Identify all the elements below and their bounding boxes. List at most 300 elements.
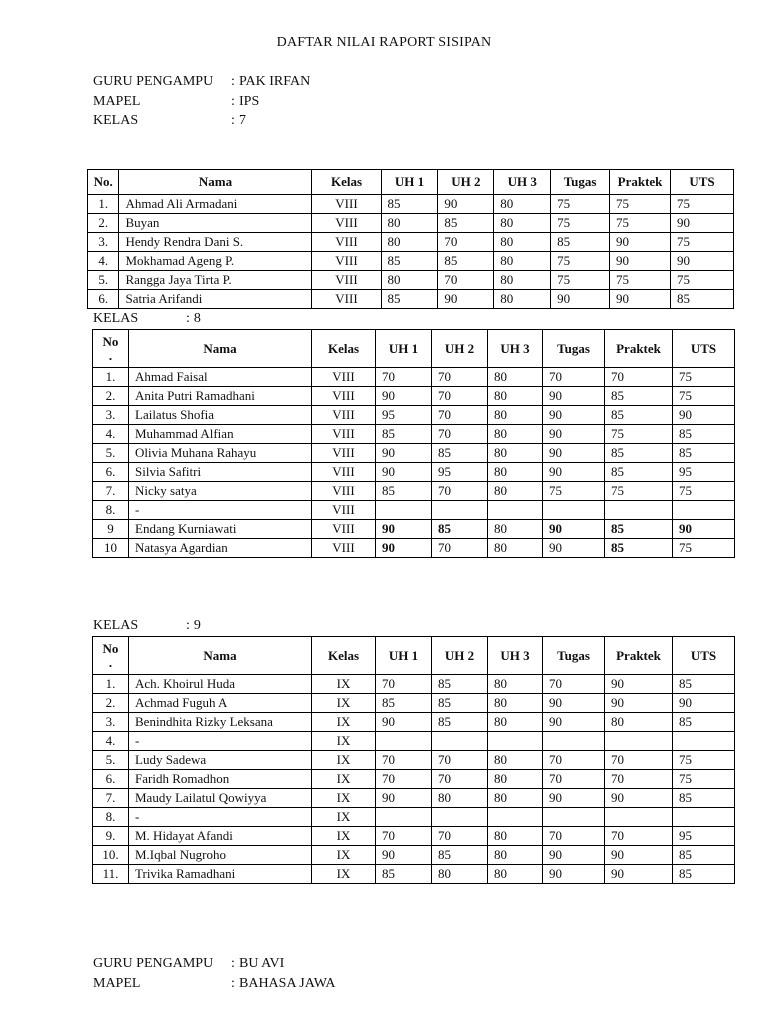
kelas-value: 8	[193, 311, 201, 326]
meta-sep: :	[231, 94, 235, 109]
meta-sep: :	[231, 74, 235, 89]
score-praktek: 85	[605, 463, 673, 482]
table-row	[93, 368, 735, 387]
score-tugas: 90	[543, 463, 605, 482]
score-uh1: 80	[381, 233, 438, 252]
row-number: 4.	[93, 425, 129, 444]
table-row	[93, 694, 735, 713]
score-uts: 75	[673, 482, 735, 501]
score-tugas: 90	[543, 865, 605, 884]
score-tugas: 70	[543, 675, 605, 694]
col-uh1-header: UH 1	[381, 170, 438, 195]
score-uh2: 85	[438, 252, 494, 271]
student-name: Rangga Jaya Tirta P.	[119, 271, 312, 290]
table-row	[93, 751, 735, 770]
table-row	[93, 501, 735, 520]
table-row	[93, 444, 735, 463]
score-uts: 90	[670, 214, 733, 233]
student-name: Silvia Safitri	[129, 463, 312, 482]
table-row	[93, 770, 735, 789]
table-row	[93, 713, 735, 732]
subject-row	[93, 93, 259, 111]
table-row	[93, 463, 735, 482]
score-uh3: 80	[488, 463, 543, 482]
kelas-sep: :	[186, 311, 190, 326]
row-number: 3.	[93, 713, 129, 732]
student-class: VIII	[312, 252, 381, 271]
meta-sep: :	[231, 976, 235, 991]
col-uh3-header: UH 3	[494, 170, 551, 195]
kelas-sep: :	[186, 618, 190, 633]
row-number: 11.	[93, 865, 129, 884]
student-name: M. Hidayat Afandi	[129, 827, 312, 846]
score-uh1: 85	[376, 694, 432, 713]
col-nama-header: Nama	[129, 637, 312, 675]
row-number: 6.	[88, 290, 119, 309]
student-name: Muhammad Alfian	[129, 425, 312, 444]
score-uh3: 80	[488, 539, 543, 558]
student-name: Buyan	[119, 214, 312, 233]
score-tugas	[543, 501, 605, 520]
meta-key: GURU PENGAMPU	[93, 956, 214, 971]
score-uh3: 80	[488, 846, 543, 865]
score-uh2: 85	[432, 444, 488, 463]
student-class: VIII	[312, 425, 376, 444]
score-uh2: 70	[432, 827, 488, 846]
col-no-header: No.	[88, 170, 119, 195]
student-name: Maudy Lailatul Qowiyya	[129, 789, 312, 808]
student-name: Ach. Khoirul Huda	[129, 675, 312, 694]
col-uh3-header: UH 3	[488, 330, 543, 368]
score-tugas: 70	[543, 368, 605, 387]
table-row	[93, 406, 735, 425]
row-number: 1.	[93, 675, 129, 694]
student-class: VIII	[312, 539, 376, 558]
table-row	[93, 520, 735, 539]
table-row	[88, 233, 734, 252]
score-praktek: 75	[610, 195, 671, 214]
score-praktek: 70	[605, 751, 673, 770]
student-class: IX	[312, 770, 376, 789]
score-uts: 90	[673, 520, 735, 539]
score-uh1: 90	[376, 463, 432, 482]
row-number: 7.	[93, 482, 129, 501]
score-uh2: 85	[432, 713, 488, 732]
student-name: Lailatus Shofia	[129, 406, 312, 425]
score-uh3	[488, 808, 543, 827]
col-nama-header: Nama	[129, 330, 312, 368]
student-class: IX	[312, 846, 376, 865]
document-title: DAFTAR NILAI RAPORT SISIPAN	[276, 35, 492, 50]
score-uh2: 70	[432, 368, 488, 387]
student-name: Endang Kurniawati	[129, 520, 312, 539]
score-tugas: 90	[543, 444, 605, 463]
score-uts: 75	[673, 368, 735, 387]
score-uts: 85	[673, 713, 735, 732]
student-class: VIII	[312, 444, 376, 463]
score-uts: 75	[670, 233, 733, 252]
score-uh1: 70	[376, 751, 432, 770]
meta-key: MAPEL	[93, 94, 141, 109]
score-uh3: 80	[488, 520, 543, 539]
score-tugas	[543, 732, 605, 751]
meta-value: IPS	[239, 94, 260, 109]
student-name: -	[129, 732, 312, 751]
col-uh3-header: UH 3	[488, 637, 543, 675]
score-uts: 90	[670, 252, 733, 271]
score-uh2	[432, 732, 488, 751]
student-class: VIII	[312, 387, 376, 406]
score-uh3: 80	[488, 675, 543, 694]
meta-value: 7	[239, 113, 246, 128]
score-uh2: 70	[432, 482, 488, 501]
score-uh1: 85	[381, 290, 438, 309]
footer-subject-row	[93, 975, 336, 993]
score-tugas: 90	[543, 789, 605, 808]
score-uh2: 85	[432, 675, 488, 694]
col-praktek-header: Praktek	[605, 637, 673, 675]
score-uh2: 70	[432, 406, 488, 425]
score-praktek: 85	[605, 444, 673, 463]
row-number: 8.	[93, 501, 129, 520]
score-praktek: 75	[610, 214, 671, 233]
student-name: Olivia Muhana Rahayu	[129, 444, 312, 463]
score-praktek: 85	[605, 406, 673, 425]
table-row	[88, 214, 734, 233]
table-row	[93, 387, 735, 406]
table-row	[93, 675, 735, 694]
score-uh1: 70	[376, 675, 432, 694]
score-uh2: 70	[438, 233, 494, 252]
score-uts: 95	[673, 827, 735, 846]
score-uts	[673, 732, 735, 751]
col-uh1-header: UH 1	[376, 330, 432, 368]
score-praktek: 90	[610, 252, 671, 271]
score-uh1: 85	[376, 482, 432, 501]
score-uh3: 80	[488, 751, 543, 770]
row-number: 10	[93, 539, 129, 558]
col-nama-header: Nama	[119, 170, 312, 195]
score-uh1: 95	[376, 406, 432, 425]
score-tugas: 90	[543, 425, 605, 444]
footer-teacher-row	[93, 955, 284, 973]
col-tugas-header: Tugas	[551, 170, 610, 195]
score-uh1: 90	[376, 789, 432, 808]
score-praktek: 90	[605, 846, 673, 865]
score-praktek: 90	[605, 789, 673, 808]
col-kelas-header: Kelas	[312, 170, 381, 195]
row-number: 1.	[88, 195, 119, 214]
score-tugas: 75	[551, 214, 610, 233]
student-class: IX	[312, 713, 376, 732]
student-class: VIII	[312, 290, 381, 309]
col-uts-header: UTS	[673, 330, 735, 368]
no-header-line1: No	[102, 333, 119, 349]
score-praktek: 85	[605, 539, 673, 558]
student-name: Benindhita Rizky Leksana	[129, 713, 312, 732]
score-uts: 85	[673, 865, 735, 884]
score-uh3: 80	[488, 865, 543, 884]
row-number: 2.	[88, 214, 119, 233]
score-uh1: 85	[381, 195, 438, 214]
score-uh2: 85	[438, 214, 494, 233]
score-uh1: 90	[376, 539, 432, 558]
score-tugas: 90	[543, 713, 605, 732]
col-uts-header: UTS	[673, 637, 735, 675]
score-praktek: 75	[610, 271, 671, 290]
score-tugas: 75	[551, 195, 610, 214]
score-praktek: 70	[605, 368, 673, 387]
score-praktek	[605, 808, 673, 827]
score-uh1: 90	[376, 846, 432, 865]
row-number: 5.	[93, 444, 129, 463]
row-number: 5.	[88, 271, 119, 290]
score-uh1: 85	[376, 425, 432, 444]
score-praktek	[605, 732, 673, 751]
student-name: -	[129, 808, 312, 827]
score-uts: 85	[673, 444, 735, 463]
student-name: Hendy Rendra Dani S.	[119, 233, 312, 252]
table-row	[93, 865, 735, 884]
student-name: M.Iqbal Nugroho	[129, 846, 312, 865]
score-uh1: 90	[376, 713, 432, 732]
score-uh3	[488, 501, 543, 520]
header-row	[93, 637, 735, 675]
score-uh2	[432, 501, 488, 520]
score-uh1: 80	[381, 271, 438, 290]
student-class: VIII	[312, 368, 376, 387]
meta-sep: :	[231, 956, 235, 971]
row-number: 9	[93, 520, 129, 539]
no-header-line1: No	[102, 640, 119, 656]
score-uts: 90	[673, 694, 735, 713]
table-row	[88, 252, 734, 271]
score-uh1	[376, 808, 432, 827]
student-name: Satria Arifandi	[119, 290, 312, 309]
student-class: IX	[312, 827, 376, 846]
score-praktek	[605, 501, 673, 520]
student-name: -	[129, 501, 312, 520]
score-uh2	[432, 808, 488, 827]
table-row	[93, 808, 735, 827]
table-row	[88, 195, 734, 214]
score-praktek: 90	[605, 675, 673, 694]
student-class: IX	[312, 694, 376, 713]
table-row	[93, 789, 735, 808]
header-row	[88, 170, 734, 195]
meta-key: MAPEL	[93, 976, 141, 991]
score-uh2: 70	[432, 425, 488, 444]
score-uh1: 70	[376, 770, 432, 789]
col-no-header	[93, 637, 129, 675]
meta-value: BU AVI	[239, 956, 285, 971]
score-uh3: 80	[494, 271, 551, 290]
score-uts: 85	[673, 789, 735, 808]
col-kelas-header: Kelas	[312, 330, 376, 368]
student-class: IX	[312, 751, 376, 770]
class-8-label	[93, 310, 201, 328]
score-uh3: 80	[494, 195, 551, 214]
score-tugas: 85	[551, 233, 610, 252]
score-uh3: 80	[494, 290, 551, 309]
table-row	[93, 732, 735, 751]
grades-table-class-8	[92, 329, 735, 558]
meta-key: GURU PENGAMPU	[93, 74, 214, 89]
kelas-value: 9	[193, 618, 201, 633]
col-tugas-header: Tugas	[543, 330, 605, 368]
row-number: 4.	[88, 252, 119, 271]
score-uts: 75	[670, 271, 733, 290]
col-kelas-header: Kelas	[312, 637, 376, 675]
row-number: 3.	[88, 233, 119, 252]
kelas-key: KELAS	[93, 311, 139, 326]
score-tugas: 90	[543, 520, 605, 539]
score-uh3: 80	[488, 694, 543, 713]
score-uh2: 85	[432, 520, 488, 539]
kelas-key: KELAS	[93, 618, 139, 633]
meta-key: KELAS	[93, 113, 139, 128]
score-uh3: 80	[488, 387, 543, 406]
row-number: 5.	[93, 751, 129, 770]
student-name: Anita Putri Ramadhani	[129, 387, 312, 406]
row-number: 7.	[93, 789, 129, 808]
col-uh2-header: UH 2	[432, 330, 488, 368]
score-uts: 85	[670, 290, 733, 309]
score-uts: 95	[673, 463, 735, 482]
score-uh3: 80	[488, 444, 543, 463]
student-name: Achmad Fuguh A	[129, 694, 312, 713]
score-uh2: 70	[438, 271, 494, 290]
score-uts: 85	[673, 846, 735, 865]
score-uh1: 85	[376, 865, 432, 884]
meta-sep: :	[231, 113, 235, 128]
row-number: 2.	[93, 694, 129, 713]
col-praktek-header: Praktek	[605, 330, 673, 368]
student-class: VIII	[312, 501, 376, 520]
score-uh1: 70	[376, 368, 432, 387]
score-uts	[673, 501, 735, 520]
row-number: 8.	[93, 808, 129, 827]
score-uts	[673, 808, 735, 827]
student-class: VIII	[312, 233, 381, 252]
score-praktek: 75	[605, 425, 673, 444]
score-uh2: 85	[432, 846, 488, 865]
row-number: 10.	[93, 846, 129, 865]
table-row	[88, 290, 734, 309]
score-uts: 75	[673, 539, 735, 558]
col-uh2-header: UH 2	[432, 637, 488, 675]
grades-table-class-7	[87, 169, 734, 309]
score-uts: 85	[673, 675, 735, 694]
score-uh1: 85	[381, 252, 438, 271]
col-no-header	[93, 330, 129, 368]
score-praktek: 85	[605, 387, 673, 406]
row-number: 1.	[93, 368, 129, 387]
score-uh3: 80	[494, 214, 551, 233]
score-tugas: 70	[543, 827, 605, 846]
score-uh1: 90	[376, 520, 432, 539]
col-uh2-header: UH 2	[438, 170, 494, 195]
row-number: 6.	[93, 463, 129, 482]
score-uh1: 70	[376, 827, 432, 846]
table-row	[93, 846, 735, 865]
student-class: VIII	[312, 406, 376, 425]
no-header-line2: .	[108, 654, 113, 670]
score-uh2: 95	[432, 463, 488, 482]
score-praktek: 90	[605, 694, 673, 713]
meta-value: BAHASA JAWA	[239, 976, 336, 991]
col-praktek-header: Praktek	[610, 170, 671, 195]
score-uts: 75	[673, 751, 735, 770]
score-praktek: 85	[605, 520, 673, 539]
student-class: IX	[312, 808, 376, 827]
student-class: VIII	[312, 482, 376, 501]
score-uh2: 70	[432, 387, 488, 406]
student-name: Ahmad Faisal	[129, 368, 312, 387]
no-header-line2: .	[108, 347, 113, 363]
score-uh3: 80	[488, 713, 543, 732]
score-uh3	[488, 732, 543, 751]
student-name: Trivika Ramadhani	[129, 865, 312, 884]
score-praktek: 90	[610, 233, 671, 252]
teacher-row	[93, 73, 310, 91]
table-row	[88, 271, 734, 290]
score-uh3: 80	[488, 770, 543, 789]
student-name: Ahmad Ali Armadani	[119, 195, 312, 214]
col-uts-header: UTS	[670, 170, 733, 195]
table-row	[93, 425, 735, 444]
student-class: IX	[312, 865, 376, 884]
score-uh3: 80	[488, 425, 543, 444]
score-tugas: 90	[551, 290, 610, 309]
header-row	[93, 330, 735, 368]
score-uh3: 80	[494, 252, 551, 271]
meta-value: PAK IRFAN	[239, 74, 311, 89]
class-9-label	[93, 617, 201, 635]
student-name: Mokhamad Ageng P.	[119, 252, 312, 271]
score-tugas: 70	[543, 751, 605, 770]
score-uh3: 80	[488, 789, 543, 808]
row-number: 2.	[93, 387, 129, 406]
score-uts: 75	[673, 387, 735, 406]
score-uh1: 90	[376, 387, 432, 406]
score-uh3: 80	[488, 482, 543, 501]
score-uts: 75	[673, 770, 735, 789]
score-tugas: 75	[551, 252, 610, 271]
score-uh2: 70	[432, 751, 488, 770]
score-uh3: 80	[494, 233, 551, 252]
student-class: IX	[312, 789, 376, 808]
score-tugas: 90	[543, 846, 605, 865]
student-class: VIII	[312, 271, 381, 290]
table-row	[93, 539, 735, 558]
class-row	[93, 112, 246, 130]
student-class: VIII	[312, 214, 381, 233]
score-uh1: 80	[381, 214, 438, 233]
score-praktek: 90	[610, 290, 671, 309]
score-praktek: 70	[605, 770, 673, 789]
score-uh2: 80	[432, 865, 488, 884]
student-name: Natasya Agardian	[129, 539, 312, 558]
col-tugas-header: Tugas	[543, 637, 605, 675]
score-tugas: 90	[543, 539, 605, 558]
student-class: VIII	[312, 520, 376, 539]
score-uh2: 90	[438, 290, 494, 309]
score-tugas: 70	[543, 770, 605, 789]
table-row	[93, 827, 735, 846]
score-tugas	[543, 808, 605, 827]
row-number: 9.	[93, 827, 129, 846]
